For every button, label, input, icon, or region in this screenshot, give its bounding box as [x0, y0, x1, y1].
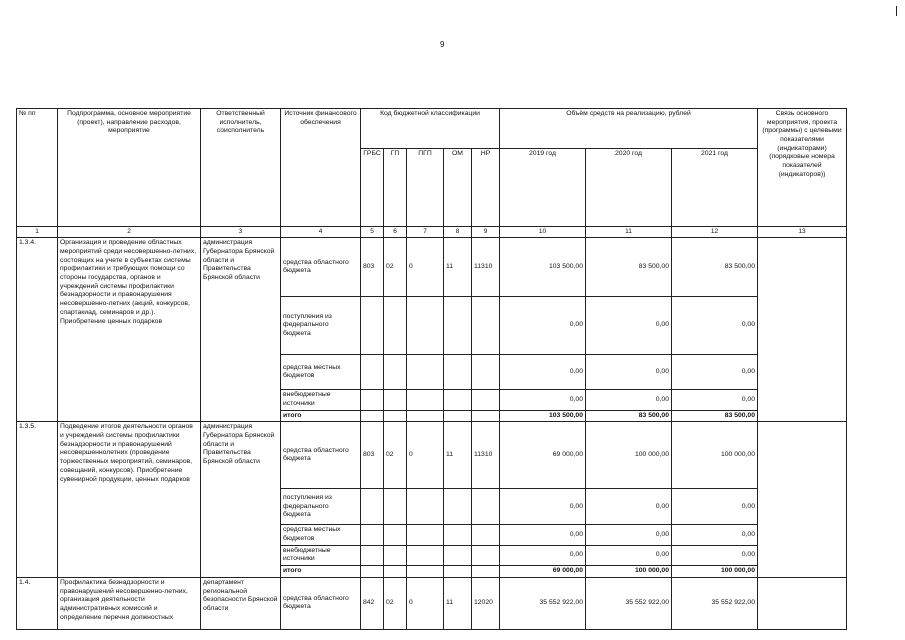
row-number: 1.3.5. — [17, 422, 58, 577]
amount-2021: 35 552 922,00 — [672, 577, 758, 629]
np-value: 12020 — [472, 577, 500, 629]
header-2019: 2019 год — [500, 149, 586, 227]
amount-2020: 0,00 — [586, 297, 672, 355]
amount-2019: 0,00 — [500, 489, 586, 525]
column-number: 11 — [586, 227, 672, 238]
column-number: 2 — [58, 227, 201, 238]
column-number: 10 — [500, 227, 586, 238]
np-value: 11310 — [472, 422, 500, 489]
row-number: 1.3.4. — [17, 238, 58, 422]
np-value: 11310 — [472, 238, 500, 297]
total-2021: 83 500,00 — [672, 410, 758, 422]
column-number: 8 — [444, 227, 472, 238]
column-number-row — [17, 227, 847, 238]
link-cell — [758, 577, 847, 629]
header-link: Связь основного мероприятия, проекта (программы) с целевыми показателями (индикаторами) (порядковые номера показателей (индикаторов)) — [758, 109, 847, 227]
source-label: средства местных бюджетов — [281, 355, 361, 390]
header-row-top — [17, 109, 847, 149]
amount-2019: 0,00 — [500, 355, 586, 390]
amount-2019: 0,00 — [500, 525, 586, 545]
header-program: Подпрограмма, основное мероприятие (проект), направление расходов, мероприятие — [58, 109, 201, 227]
grbs-value: 803 — [361, 422, 384, 489]
program-text: Профилактика безнадзорности и правонарушений несовершенно-летних, организация деятельности административных комиссий и определение перечня должностных — [58, 577, 201, 629]
source-label: поступления из федерального бюджета — [281, 489, 361, 525]
amount-2019: 69 000,00 — [500, 422, 586, 489]
column-number: 3 — [201, 227, 281, 238]
executor-text: администрация Губернатора Брянской области и Правительства Брянской области — [201, 422, 281, 577]
header-pgp: ПГП — [407, 149, 444, 227]
program-text: Подведение итогов деятельности органов и учреждений системы профилактики безнадзорности и правонарушений несовершеннолетних (проведение торжественных мероприятий, семинаров, совещаний, конкурсов). Приобретение сувенирной продукции, ценных подарков — [58, 422, 201, 577]
amount-2021: 0,00 — [672, 297, 758, 355]
om-value: 11 — [444, 238, 472, 297]
total-2021: 100 000,00 — [672, 566, 758, 578]
amount-2019: 0,00 — [500, 297, 586, 355]
om-value: 11 — [444, 577, 472, 629]
amount-2020: 0,00 — [586, 355, 672, 390]
amount-2021: 83 500,00 — [672, 238, 758, 297]
column-number: 5 — [361, 227, 384, 238]
amount-2020: 83 500,00 — [586, 238, 672, 297]
header-source: Источник финансового обеспечения — [281, 109, 361, 227]
source-label: средства местных бюджетов — [281, 525, 361, 545]
amount-2020: 0,00 — [586, 545, 672, 565]
amount-2021: 0,00 — [672, 489, 758, 525]
column-number: 7 — [407, 227, 444, 238]
source-label: итого — [281, 410, 361, 422]
header-2020: 2020 год — [586, 149, 672, 227]
total-2019: 69 000,00 — [500, 566, 586, 578]
amount-2019: 0,00 — [500, 545, 586, 565]
amount-2021: 0,00 — [672, 545, 758, 565]
budget-table — [16, 108, 847, 630]
pgp-value: 0 — [407, 577, 444, 629]
amount-2020: 0,00 — [586, 525, 672, 545]
link-cell — [758, 238, 847, 422]
source-label: итого — [281, 566, 361, 578]
header-grbs: ГРБС — [361, 149, 384, 227]
gp-value: 02 — [384, 238, 407, 297]
pgp-value: 0 — [407, 238, 444, 297]
column-number: 12 — [672, 227, 758, 238]
amount-2021: 100 000,00 — [672, 422, 758, 489]
amount-2019: 35 552 922,00 — [500, 577, 586, 629]
column-number: 6 — [384, 227, 407, 238]
header-num: № пп — [17, 109, 58, 227]
table-row — [17, 238, 847, 297]
link-cell — [758, 422, 847, 577]
column-number: 9 — [472, 227, 500, 238]
source-label: внебюджетные источники — [281, 390, 361, 410]
header-om: ОМ — [444, 149, 472, 227]
table-row — [17, 422, 847, 489]
table-row — [17, 577, 847, 629]
header-2021: 2021 год — [672, 149, 758, 227]
total-2020: 83 500,00 — [586, 410, 672, 422]
header-executor: Ответственный исполнитель, соисполнитель — [201, 109, 281, 227]
header-volume: Объём средств на реализацию, рублей — [500, 109, 758, 149]
om-value: 11 — [444, 422, 472, 489]
gp-value: 02 — [384, 577, 407, 629]
amount-2021: 0,00 — [672, 390, 758, 410]
amount-2020: 100 000,00 — [586, 422, 672, 489]
executor-text: департамент региональной безопасности Брянской области — [201, 577, 281, 629]
column-number: 1 — [17, 227, 58, 238]
amount-2020: 0,00 — [586, 489, 672, 525]
scan-edge-mark — [896, 6, 897, 16]
header-np: НР — [472, 149, 500, 227]
amount-2020: 0,00 — [586, 390, 672, 410]
program-text: Организация и проведение областных мероприятий среди несовершенно-летних, состоящих на учете в субъектах системы профилактики и требующих помощи со стороны государства, органов и учреждений системы профилактики безнадзорности и правонарушения несовершенно-летних (акций, конкурсов, спартакиад, семинаров и др.). Приобретение ценных подарков — [58, 238, 201, 422]
page-number: 9 — [440, 40, 445, 49]
grbs-value: 803 — [361, 238, 384, 297]
grbs-value: 842 — [361, 577, 384, 629]
total-2019: 103 500,00 — [500, 410, 586, 422]
amount-2019: 103 500,00 — [500, 238, 586, 297]
pgp-value: 0 — [407, 422, 444, 489]
amount-2021: 0,00 — [672, 525, 758, 545]
amount-2019: 0,00 — [500, 390, 586, 410]
source-label: средства областного бюджета — [281, 238, 361, 297]
header-gp: ГП — [384, 149, 407, 227]
row-number: 1.4. — [17, 577, 58, 629]
executor-text: администрация Губернатора Брянской области и Правительства Брянской области — [201, 238, 281, 422]
source-label: внебюджетные источники — [281, 545, 361, 565]
amount-2020: 35 552 922,00 — [586, 577, 672, 629]
gp-value: 02 — [384, 422, 407, 489]
column-number: 4 — [281, 227, 361, 238]
total-2020: 100 000,00 — [586, 566, 672, 578]
source-label: поступления из федерального бюджета — [281, 297, 361, 355]
column-number: 13 — [758, 227, 847, 238]
source-label: средства областного бюджета — [281, 422, 361, 489]
amount-2021: 0,00 — [672, 355, 758, 390]
source-label: средства областного бюджета — [281, 577, 361, 629]
header-budget-code: Код бюджетной классификации — [361, 109, 500, 149]
